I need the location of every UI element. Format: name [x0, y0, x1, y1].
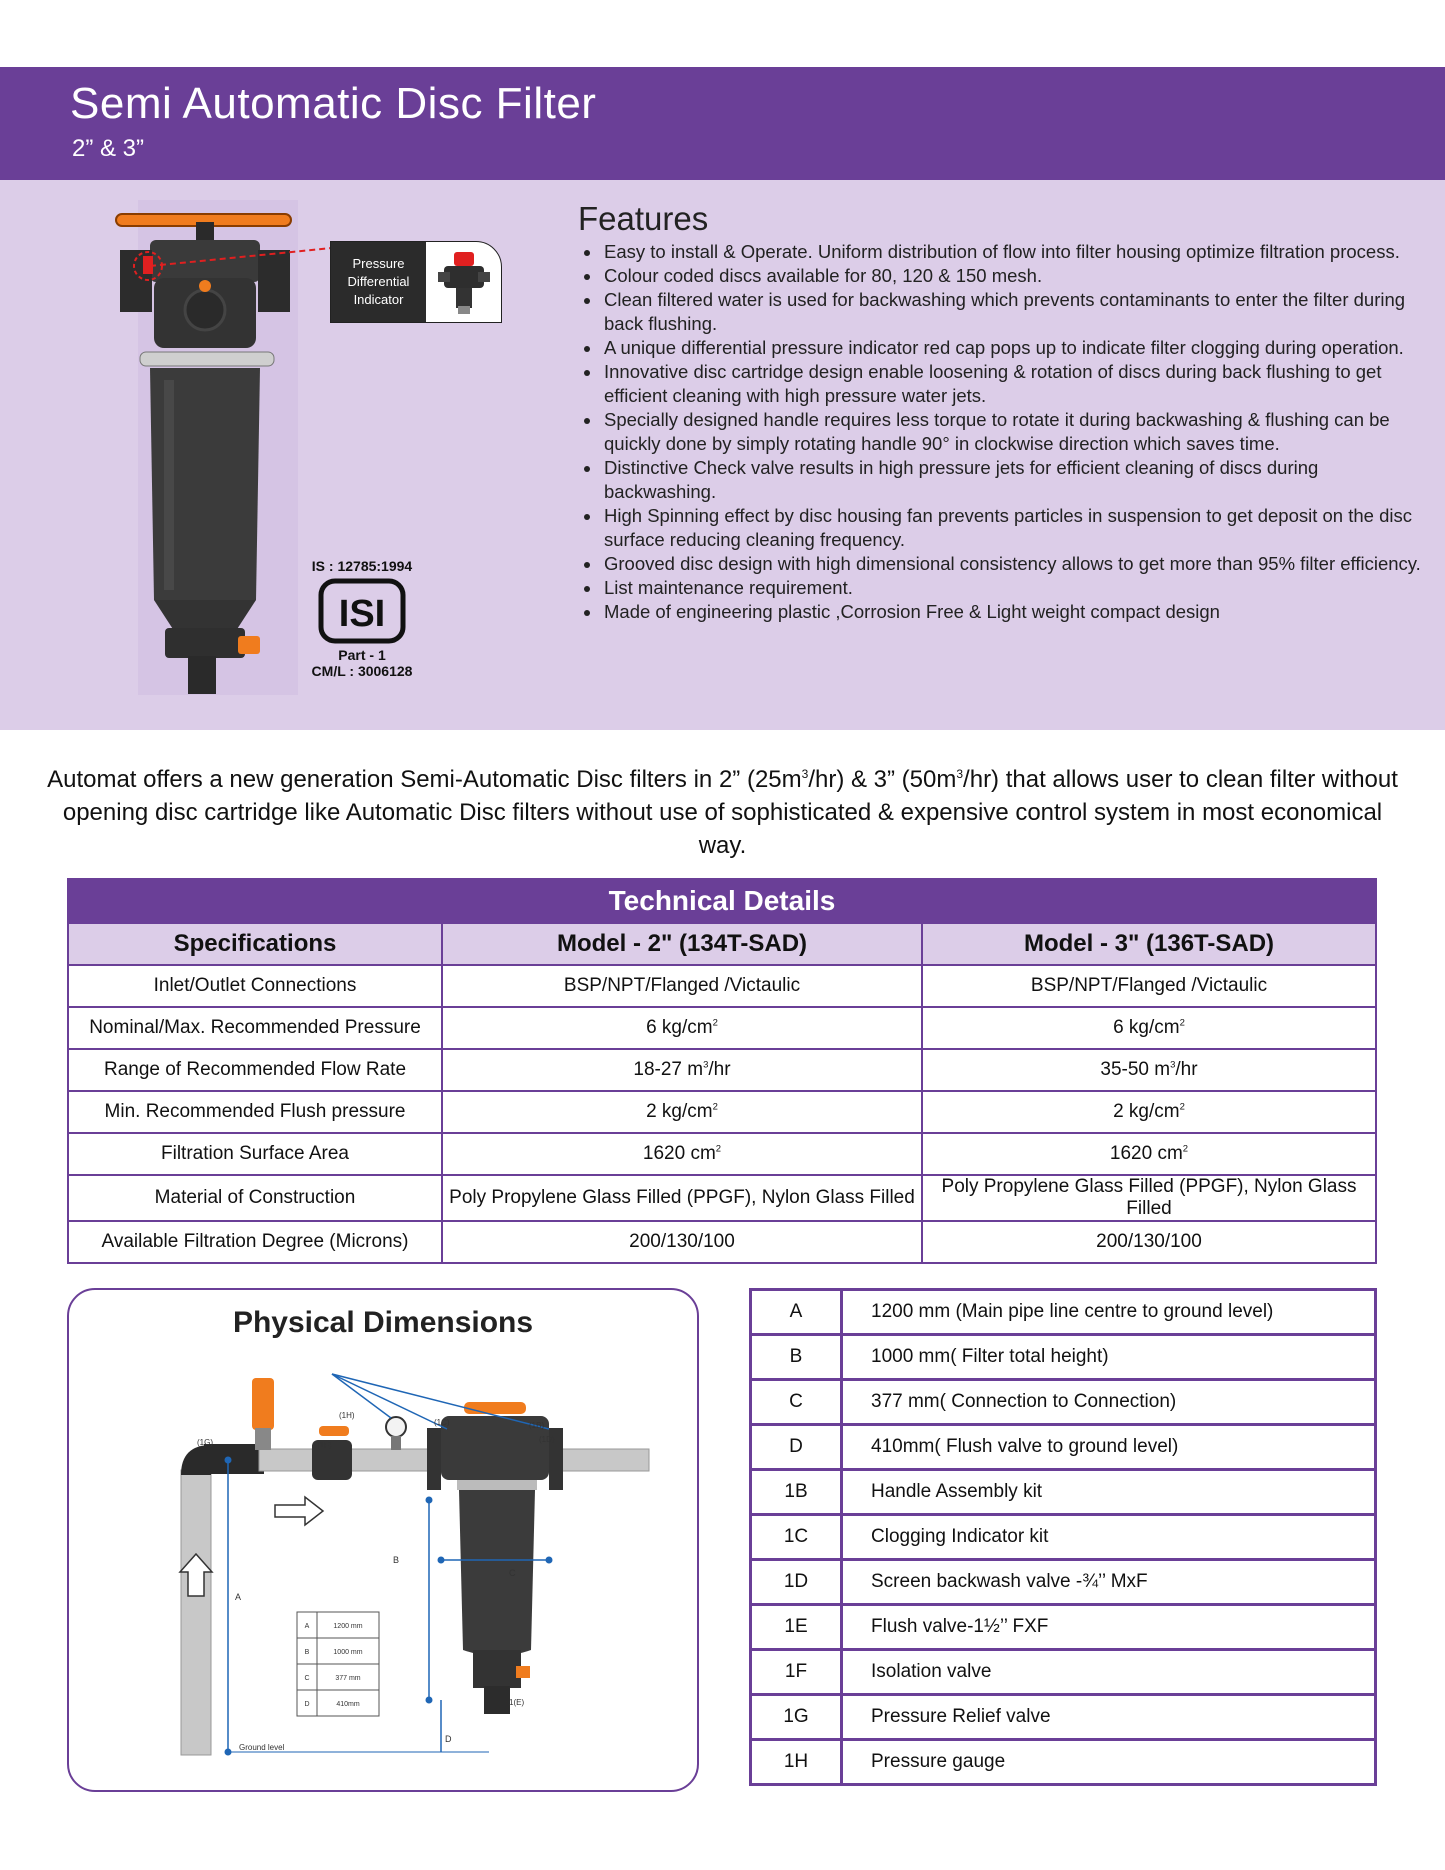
legend-desc: 1200 mm (Main pipe line centre to ground level)	[842, 1290, 1376, 1335]
label-c: C	[509, 1568, 516, 1578]
label-b: B	[393, 1555, 400, 1565]
spec-cell: Filtration Surface Area	[68, 1133, 442, 1175]
pdi-indicator-icon	[434, 248, 494, 316]
pdi-callout	[330, 241, 502, 323]
isi-standard: IS : 12785:1994	[311, 558, 413, 574]
model-3-cell: 6 $kg/cm^2$	[922, 1007, 1376, 1049]
legend-desc: 1000 mm( Filter total height)	[842, 1335, 1376, 1380]
model-2-cell: 18-27 $m^3/hr$	[442, 1049, 922, 1091]
legend-desc: Isolation valve	[842, 1650, 1376, 1695]
isi-certification	[306, 558, 418, 679]
table-row	[68, 1091, 1376, 1133]
mini-value: 377 mm	[335, 1675, 361, 1682]
feature-item: • Grooved disc design with high dimensional consistency allows to get more than 95% filter efficiency.	[602, 552, 1427, 576]
pdi-line-3: Indicator	[353, 292, 404, 307]
legend-desc: Pressure Relief valve	[842, 1695, 1376, 1740]
table-row	[68, 1049, 1376, 1091]
mini-value: 1000 mm	[333, 1649, 363, 1656]
label-1c: (1C)	[434, 1418, 450, 1427]
legend-row	[751, 1290, 1376, 1335]
technical-details-table	[67, 878, 1377, 1264]
legend-row	[751, 1560, 1376, 1605]
label-1f: (1F)	[317, 1441, 332, 1450]
legend-desc: Flush valve-1½’’ FXF	[842, 1605, 1376, 1650]
clamp-ring	[140, 352, 274, 366]
feature-item: • Distinctive Check valve results in high pressure jets for efficient cleaning of discs during backwashing.	[602, 456, 1427, 504]
features-heading: Features	[578, 200, 709, 237]
table-row	[68, 1007, 1376, 1049]
legend-code: 1E	[751, 1605, 842, 1650]
isi-part: Part - 1	[338, 647, 386, 663]
feature-item: • Colour coded discs available for 80, 120 & 150 mesh.	[602, 264, 1427, 288]
physical-dimensions-panel	[67, 1288, 699, 1792]
spec-cell: Nominal/Max. Recommended Pressure	[68, 1007, 442, 1049]
physical-dimensions-title: Physical Dimensions	[232, 1306, 534, 1339]
legend-row	[751, 1515, 1376, 1560]
col-header-specifications: Specifications	[68, 923, 442, 965]
legend-desc: 410mm( Flush valve to ground level)	[842, 1425, 1376, 1470]
feature-item: • Made of engineering plastic ,Corrosion Free & Light weight compact design	[602, 600, 1427, 624]
isi-mark-logo	[318, 578, 406, 644]
legend-code: B	[751, 1335, 842, 1380]
model-2-cell: BSP/NPT/Flanged /Victaulic	[442, 965, 922, 1007]
mini-value: 410mm	[336, 1701, 360, 1708]
legend-code: 1F	[751, 1650, 842, 1695]
model-3-cell: 200/130/100	[922, 1221, 1376, 1263]
header-banner	[0, 67, 1445, 180]
legend-row	[751, 1695, 1376, 1740]
legend-desc: Handle Assembly kit	[842, 1470, 1376, 1515]
intro-text-1: Automat offers a new generation Semi-Automatic Disc filters in 2” (25m	[47, 766, 802, 793]
model-2-cell: 2 $kg/cm^2$	[442, 1091, 922, 1133]
mini-key: C	[304, 1675, 310, 1682]
label-1e: 1(E)	[509, 1698, 525, 1707]
model-2-cell: Poly Propylene Glass Filled (PPGF), Nylon Glass Filled	[442, 1175, 922, 1221]
label-1d: (1D)	[539, 1435, 555, 1444]
legend-code: 1D	[751, 1560, 842, 1605]
spec-cell: Material of Construction	[68, 1175, 442, 1221]
table-row	[68, 1221, 1376, 1263]
legend-row	[751, 1650, 1376, 1695]
technical-table-caption: Technical Details	[68, 879, 1376, 923]
feature-item: • Innovative disc cartridge design enable loosening & rotation of discs during back flushing to get efficient cleaning with high pressure water jets.	[602, 360, 1427, 408]
features-list	[580, 240, 1427, 624]
label-d: D	[445, 1734, 452, 1744]
mini-key: D	[304, 1701, 310, 1708]
col-header-model-3: Model - 3" (136T-SAD)	[922, 923, 1376, 965]
dimensions-legend-table	[749, 1288, 1377, 1786]
model-2-cell: 6 $kg/cm^2$	[442, 1007, 922, 1049]
isi-license: CM/L : 3006128	[311, 663, 413, 679]
page-title: Semi Automatic Disc Filter	[70, 79, 597, 128]
legend-desc: Clogging Indicator kit	[842, 1515, 1376, 1560]
mini-key: B	[304, 1649, 310, 1656]
legend-desc: Screen backwash valve -¾’’ MxF	[842, 1560, 1376, 1605]
legend-code: 1B	[751, 1470, 842, 1515]
legend-row	[751, 1470, 1376, 1515]
label-1h: (1H)	[339, 1411, 355, 1420]
legend-desc: 377 mm( Connection to Connection)	[842, 1380, 1376, 1425]
feature-item: • List maintenance requirement.	[602, 576, 1427, 600]
model-3-cell: 2 $kg/cm^2$	[922, 1091, 1376, 1133]
mini-key: A	[304, 1623, 310, 1630]
legend-row	[751, 1605, 1376, 1650]
intro-paragraph	[40, 763, 1405, 862]
installation-diagram	[69, 1350, 697, 1780]
mini-value: 1200 mm	[333, 1623, 363, 1630]
intro-text-2: /hr) & 3” (50m	[808, 766, 957, 793]
table-row	[68, 1133, 1376, 1175]
feature-item: • Specially designed handle requires less torque to rotate it during backwashing & flushing can be quickly done by simply rotating handle 90° in clockwise direction which saves time.	[602, 408, 1427, 456]
feature-item: • Clean filtered water is used for backwashing which prevents contaminants to enter the filter during back flushing.	[602, 288, 1427, 336]
spec-cell: Available Filtration Degree (Microns)	[68, 1221, 442, 1263]
legend-code: 1G	[751, 1695, 842, 1740]
model-2-cell: 200/130/100	[442, 1221, 922, 1263]
legend-desc: Pressure gauge	[842, 1740, 1376, 1785]
table-row	[68, 1175, 1376, 1221]
model-3-cell: 1620 $cm^2$	[922, 1133, 1376, 1175]
legend-row	[751, 1425, 1376, 1470]
legend-row	[751, 1335, 1376, 1380]
label-1b: (1B)	[529, 1421, 545, 1430]
feature-item: • High Spinning effect by disc housing fan prevents particles in suspension to get deposit on the disc surface reducing cleaning frequency.	[602, 504, 1427, 552]
legend-code: C	[751, 1380, 842, 1425]
model-3-cell: Poly Propylene Glass Filled (PPGF), Nylon Glass Filled	[922, 1175, 1376, 1221]
pdi-line-2: Differential	[347, 274, 410, 289]
model-3-cell: 35-50 $m^3/hr$	[922, 1049, 1376, 1091]
intro-sup-1: 3	[801, 767, 809, 781]
label-ground-level: Ground level	[239, 1743, 285, 1752]
label-1g: (1G)	[197, 1438, 213, 1447]
page-subtitle: 2” & 3”	[72, 135, 145, 162]
legend-row	[751, 1380, 1376, 1425]
mini-dimension-table	[297, 1612, 379, 1716]
intro-sup-2: 3	[956, 767, 964, 781]
feature-item: • Easy to install & Operate. Uniform distribution of flow into filter housing optimize filtration process.	[602, 240, 1427, 264]
col-header-model-2: Model - 2" (134T-SAD)	[442, 923, 922, 965]
svg-text:ISI: ISI	[338, 593, 386, 635]
intro-text-3: /hr) that allows user to clean filter without opening disc cartridge like Automatic Disc filters without use of sophisticated & expensive control system in most economical way.	[62, 766, 1398, 859]
pdi-leader-line	[150, 246, 332, 268]
model-3-cell: BSP/NPT/Flanged /Victaulic	[922, 965, 1376, 1007]
spec-cell: Range of Recommended Flow Rate	[68, 1049, 442, 1091]
legend-code: A	[751, 1290, 842, 1335]
model-2-cell: 1620 $cm^2$	[442, 1133, 922, 1175]
legend-row	[751, 1740, 1376, 1785]
spec-cell: Inlet/Outlet Connections	[68, 965, 442, 1007]
spec-cell: Min. Recommended Flush pressure	[68, 1091, 442, 1133]
label-a: A	[235, 1592, 242, 1602]
legend-code: 1C	[751, 1515, 842, 1560]
table-row	[68, 965, 1376, 1007]
legend-code: D	[751, 1425, 842, 1470]
legend-code: 1H	[751, 1740, 842, 1785]
feature-item: • A unique differential pressure indicator red cap pops up to indicate filter clogging during operation.	[602, 336, 1427, 360]
pdi-callout-label	[331, 242, 426, 322]
pdi-line-1: Pressure	[352, 256, 405, 271]
